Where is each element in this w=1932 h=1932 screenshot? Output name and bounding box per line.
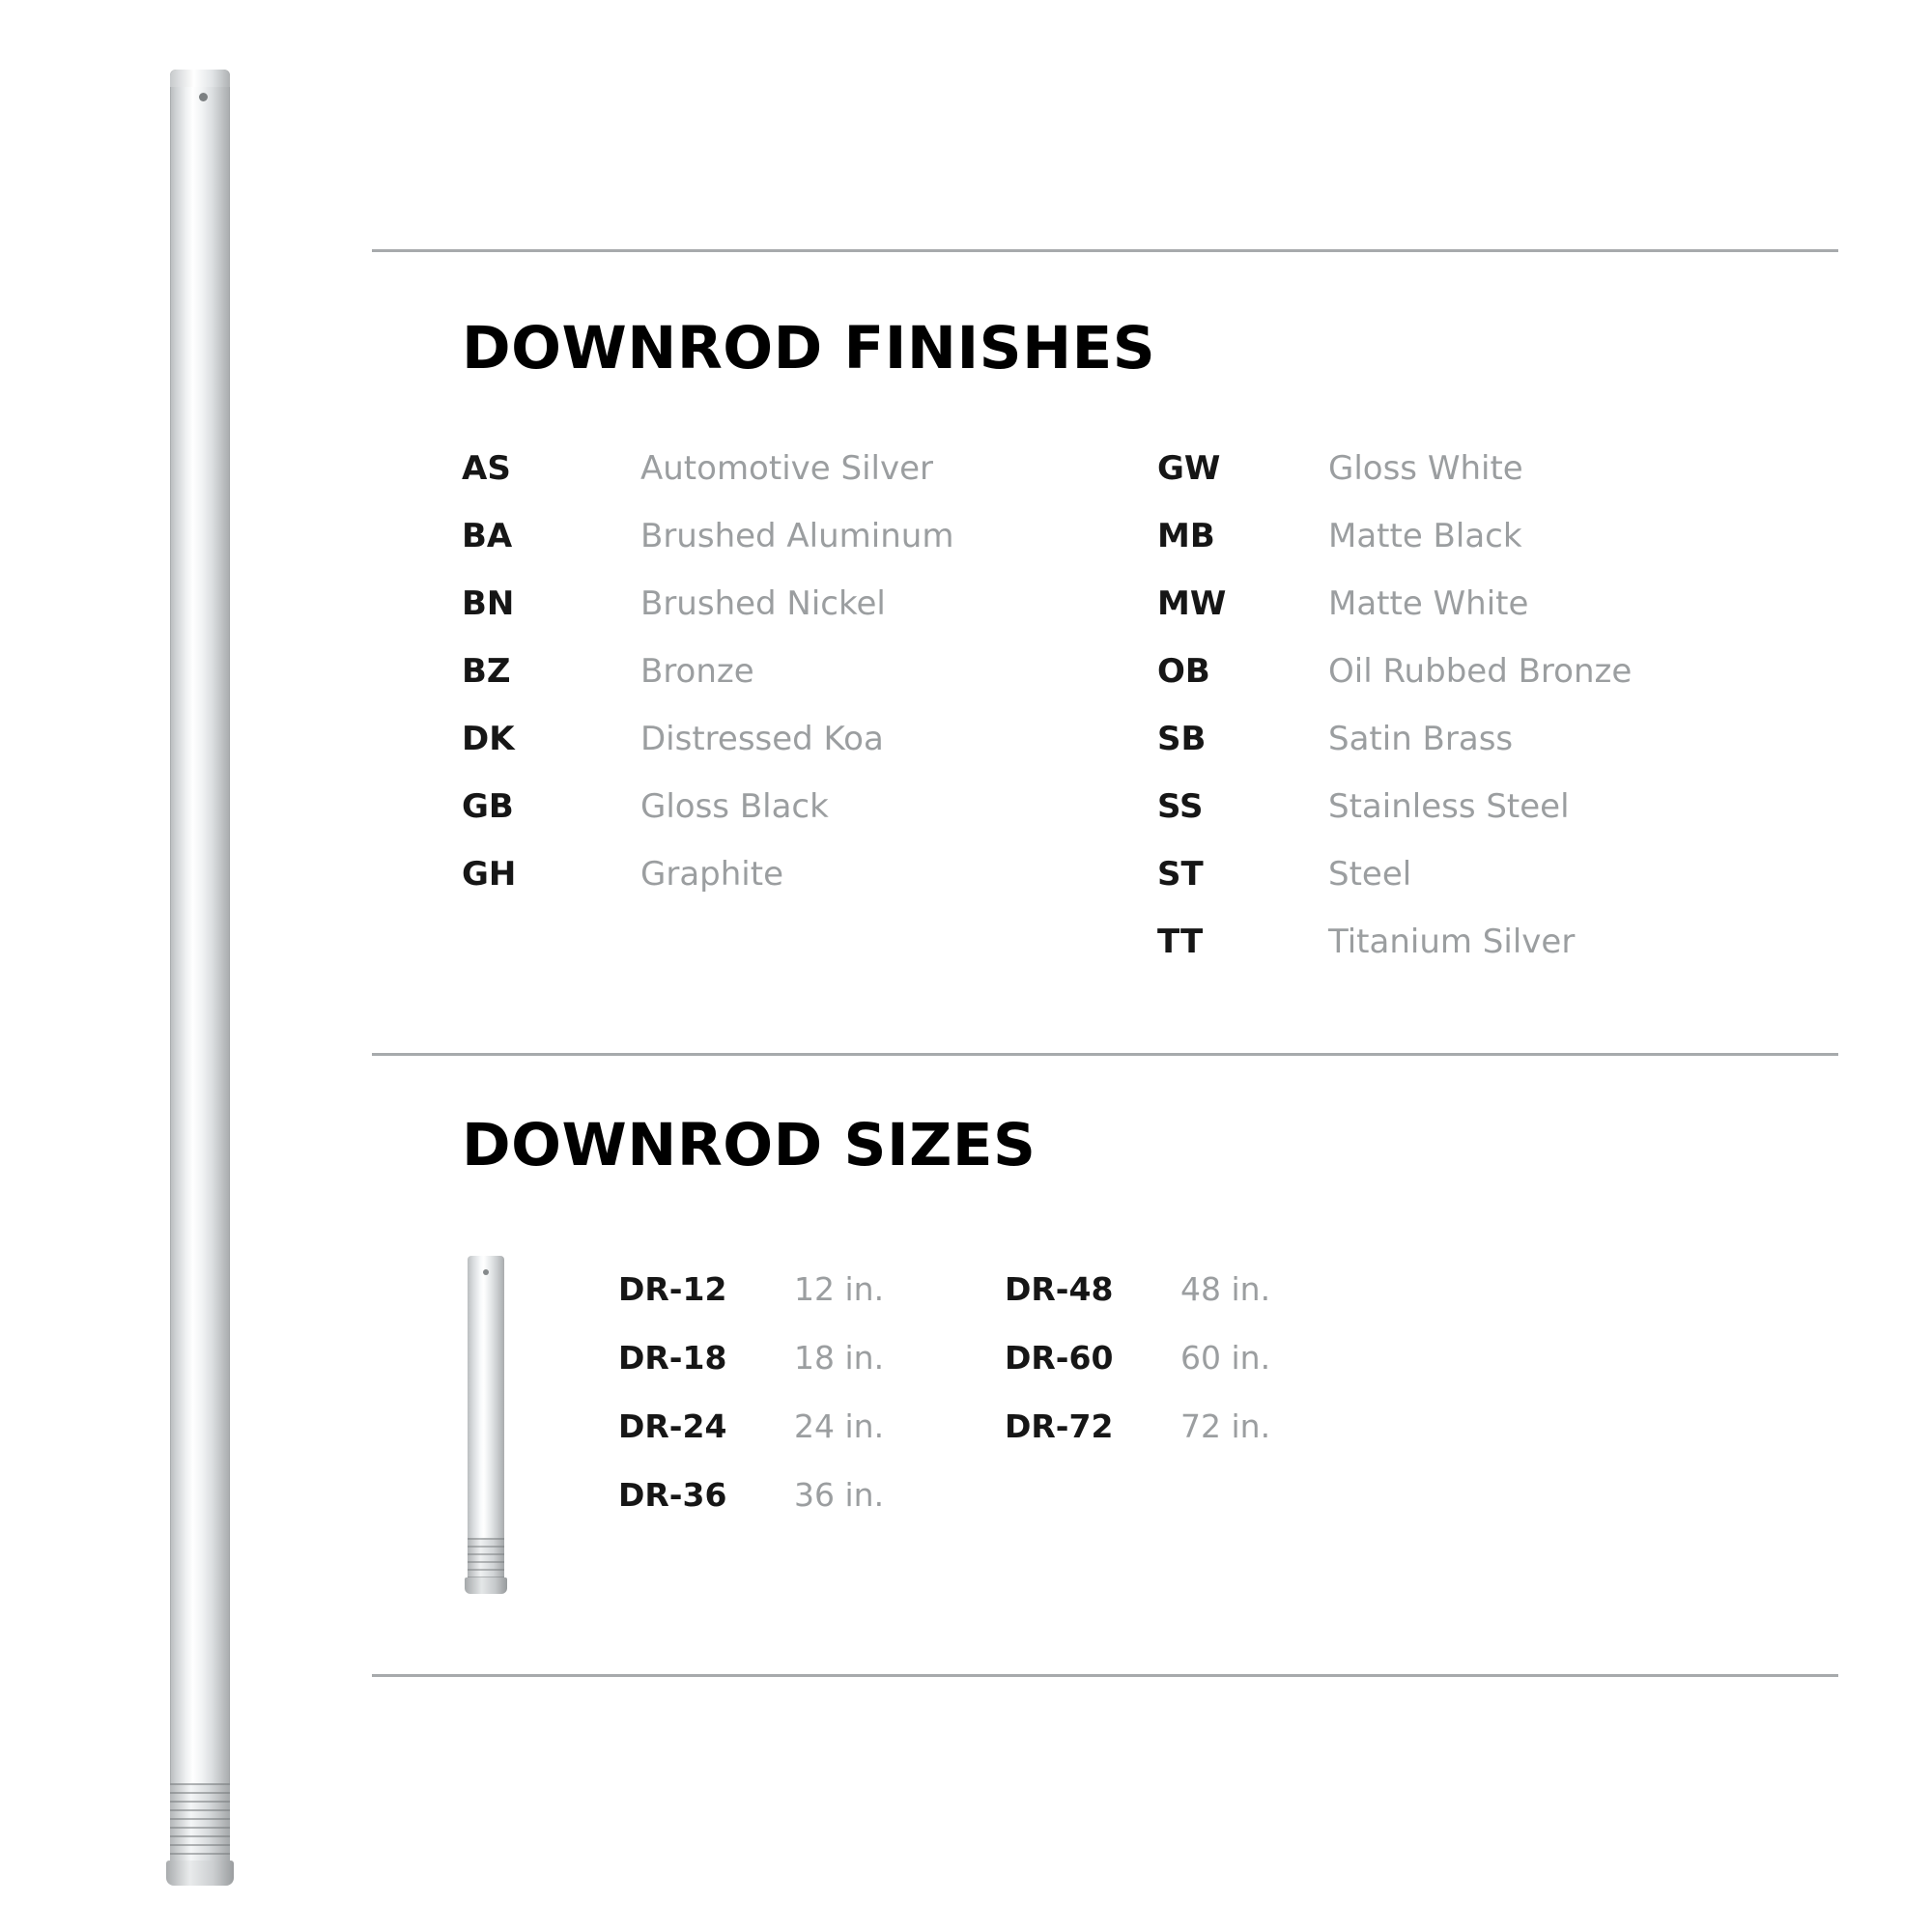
size-value: 36 in.: [794, 1476, 885, 1514]
downrod-small-bottom-cap: [465, 1577, 507, 1594]
divider-middle: [372, 1053, 1838, 1056]
finish-name: Matte White: [1328, 584, 1529, 623]
finish-row: [1157, 787, 1737, 855]
finish-row: [1157, 923, 1737, 990]
size-code: DR-36: [618, 1476, 727, 1514]
finish-code: GW: [1157, 449, 1221, 488]
size-value: 48 in.: [1180, 1270, 1271, 1308]
finish-code: BN: [462, 584, 515, 623]
finish-code: SB: [1157, 720, 1207, 758]
finish-name: Titanium Silver: [1328, 923, 1576, 961]
finish-code: AS: [462, 449, 511, 488]
sizes-column-1: [618, 1270, 1005, 1545]
downrod-small-photo: [460, 1256, 514, 1594]
size-row: [618, 1270, 1005, 1339]
finish-name: Matte Black: [1328, 517, 1522, 555]
finish-row: [462, 787, 1157, 855]
finish-row: [462, 720, 1157, 787]
finish-code: MW: [1157, 584, 1227, 623]
finish-name: Automotive Silver: [640, 449, 933, 488]
divider-top: [372, 249, 1838, 252]
size-code: DR-24: [618, 1407, 727, 1445]
size-code: DR-60: [1005, 1339, 1114, 1377]
downrod-top-cap: [170, 70, 230, 87]
finish-name: Graphite: [640, 855, 783, 894]
sizes-column-2: [1005, 1270, 1391, 1545]
sizes-section-title: DOWNROD SIZES: [462, 1111, 1037, 1179]
downrod-pin-hole: [199, 93, 208, 101]
finish-row: [1157, 449, 1737, 517]
finish-row: [462, 855, 1157, 923]
finish-name: Satin Brass: [1328, 720, 1514, 758]
finish-row: [1157, 720, 1737, 787]
size-code: DR-48: [1005, 1270, 1114, 1308]
size-value: 18 in.: [794, 1339, 885, 1377]
size-value: 60 in.: [1180, 1339, 1271, 1377]
finish-code: SS: [1157, 787, 1204, 826]
sizes-list: [618, 1270, 1488, 1545]
finish-name: Bronze: [640, 652, 754, 691]
finish-name: Distressed Koa: [640, 720, 884, 758]
downrod-small-body: [468, 1256, 504, 1575]
finish-code: DK: [462, 720, 515, 758]
finish-row: [462, 517, 1157, 584]
downrod-body: [170, 70, 230, 1852]
finishes-list: [462, 449, 1737, 990]
finish-name: Oil Rubbed Bronze: [1328, 652, 1633, 691]
finish-code: GB: [462, 787, 514, 826]
size-code: DR-12: [618, 1270, 727, 1308]
downrod-small-threaded-end: [468, 1538, 504, 1580]
finishes-section-title: DOWNROD FINISHES: [462, 314, 1156, 383]
finish-code: GH: [462, 855, 517, 894]
size-code: DR-18: [618, 1339, 727, 1377]
finish-code: ST: [1157, 855, 1204, 894]
finishes-column-2: [1157, 449, 1737, 990]
finishes-column-1: [462, 449, 1157, 990]
size-row: [618, 1476, 1005, 1545]
finish-row: [1157, 584, 1737, 652]
size-code: DR-72: [1005, 1407, 1114, 1445]
downrod-bottom-cap: [166, 1861, 234, 1886]
finish-name: Gloss Black: [640, 787, 829, 826]
finish-name: Gloss White: [1328, 449, 1523, 488]
finish-row: [462, 449, 1157, 517]
size-row: [1005, 1407, 1391, 1476]
divider-bottom: [372, 1674, 1838, 1677]
size-row: [1005, 1339, 1391, 1407]
downrod-small-pin-hole: [483, 1269, 489, 1275]
size-row: [618, 1407, 1005, 1476]
finish-code: BZ: [462, 652, 511, 691]
finish-row: [1157, 652, 1737, 720]
finish-code: BA: [462, 517, 513, 555]
size-value: 72 in.: [1180, 1407, 1271, 1445]
finish-name: Brushed Aluminum: [640, 517, 954, 555]
finish-row: [462, 652, 1157, 720]
finish-row: [1157, 855, 1737, 923]
finish-name: Steel: [1328, 855, 1412, 894]
finish-name: Stainless Steel: [1328, 787, 1570, 826]
size-row: [618, 1339, 1005, 1407]
finish-row: [1157, 517, 1737, 584]
size-value: 24 in.: [794, 1407, 885, 1445]
downrod-threaded-end: [170, 1783, 230, 1868]
finish-code: TT: [1157, 923, 1204, 961]
size-row: [1005, 1270, 1391, 1339]
downrod-product-photo: [162, 70, 242, 1886]
size-value: 12 in.: [794, 1270, 885, 1308]
finish-code: OB: [1157, 652, 1210, 691]
finish-code: MB: [1157, 517, 1215, 555]
finish-name: Brushed Nickel: [640, 584, 886, 623]
finish-row: [462, 584, 1157, 652]
